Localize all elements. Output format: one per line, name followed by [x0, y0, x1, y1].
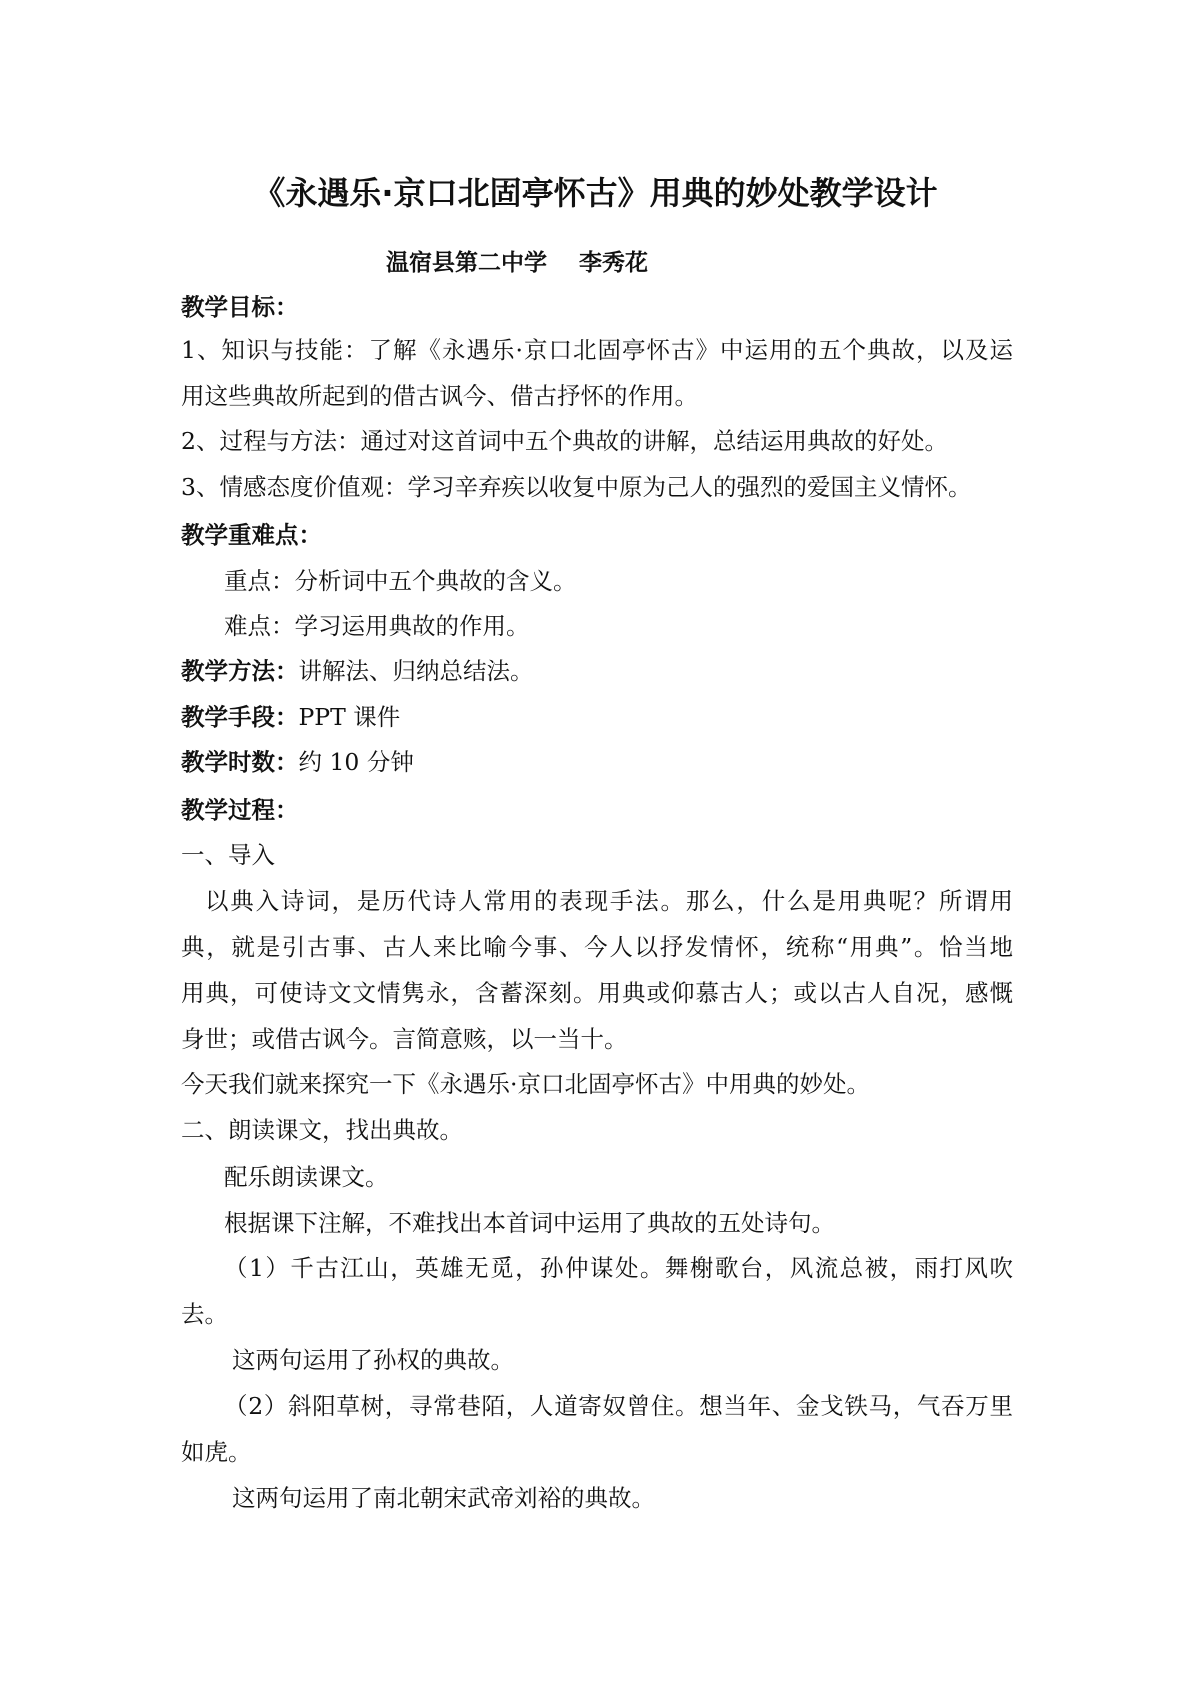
- keypoints-heading: 教学重难点：: [181, 521, 322, 549]
- quote2-line2: 如虎。: [181, 1438, 252, 1466]
- document-title: 《永遇乐·京口北固亭怀古》用典的妙处教学设计: [253, 174, 938, 212]
- means-label: 教学手段：: [181, 703, 299, 731]
- keypoint: 重点：分析词中五个典故的含义。: [224, 567, 577, 595]
- quote1-line1: （1）千古江山，英雄无觅，孙仲谋处。舞榭歌台，风流总被，雨打风吹: [224, 1254, 1013, 1282]
- goals-heading: 教学目标：: [181, 293, 299, 321]
- intro-line5: 今天我们就来探究一下《永遇乐·京口北固亭怀古》中用典的妙处。: [181, 1070, 870, 1098]
- quote1-line2: 去。: [181, 1300, 228, 1328]
- intro-line3: 用典，可使诗文文情隽永，含蓄深刻。用典或仰慕古人；或以古人自况，感慨: [181, 979, 1013, 1007]
- section2-heading: 二、朗读课文，找出典故。: [181, 1116, 463, 1144]
- intro-line2: 典，就是引古事、古人来比喻今事、今人以抒发情怀，统称“用典”。恰当地: [181, 933, 1013, 961]
- goal1-line2: 用这些典故所起到的借古讽今、借古抒怀的作用。: [181, 382, 698, 410]
- time-value: 约 10 分钟: [298, 748, 414, 776]
- quote2-line1: （2）斜阳草树，寻常巷陌，人道寄奴曾住。想当年、金戈铁马，气吞万里: [224, 1392, 1013, 1420]
- difficulty: 难点：学习运用典故的作用。: [224, 612, 530, 640]
- read-line: 配乐朗读课文。: [224, 1163, 389, 1191]
- method-value: 讲解法、归纳总结法。: [298, 657, 534, 685]
- time-row: [181, 747, 414, 777]
- find-line: 根据课下注解，不难找出本首词中运用了典故的五处诗句。: [224, 1209, 835, 1237]
- quote2-note: 这两句运用了南北朝宋武帝刘裕的典故。: [232, 1484, 655, 1512]
- goal3: 3、情感态度价值观：学习辛弃疾以收复中原为己人的强烈的爱国主义情怀。: [181, 473, 972, 501]
- goal1-line1: 1、知识与技能：了解《永遇乐·京口北固亭怀古》中运用的五个典故，以及运: [181, 336, 1013, 364]
- means-value: PPT 课件: [298, 703, 401, 731]
- time-label: 教学时数：: [181, 748, 299, 776]
- method-label: 教学方法：: [181, 657, 299, 685]
- intro-line1: 以典入诗词，是历代诗人常用的表现手法。那么，什么是用典呢？所谓用: [205, 887, 1013, 915]
- goal2: 2、过程与方法：通过对这首词中五个典故的讲解，总结运用典故的好处。: [181, 427, 948, 455]
- process-heading: 教学过程：: [181, 796, 299, 824]
- quote1-note: 这两句运用了孙权的典故。: [232, 1346, 514, 1374]
- method-row: [181, 656, 534, 686]
- section1-heading: 一、导入: [181, 841, 275, 869]
- author-line: 温宿县第二中学 李秀花: [386, 250, 649, 276]
- means-row: [181, 702, 400, 732]
- intro-line4: 身世；或借古讽今。言简意赅，以一当十。: [181, 1025, 628, 1053]
